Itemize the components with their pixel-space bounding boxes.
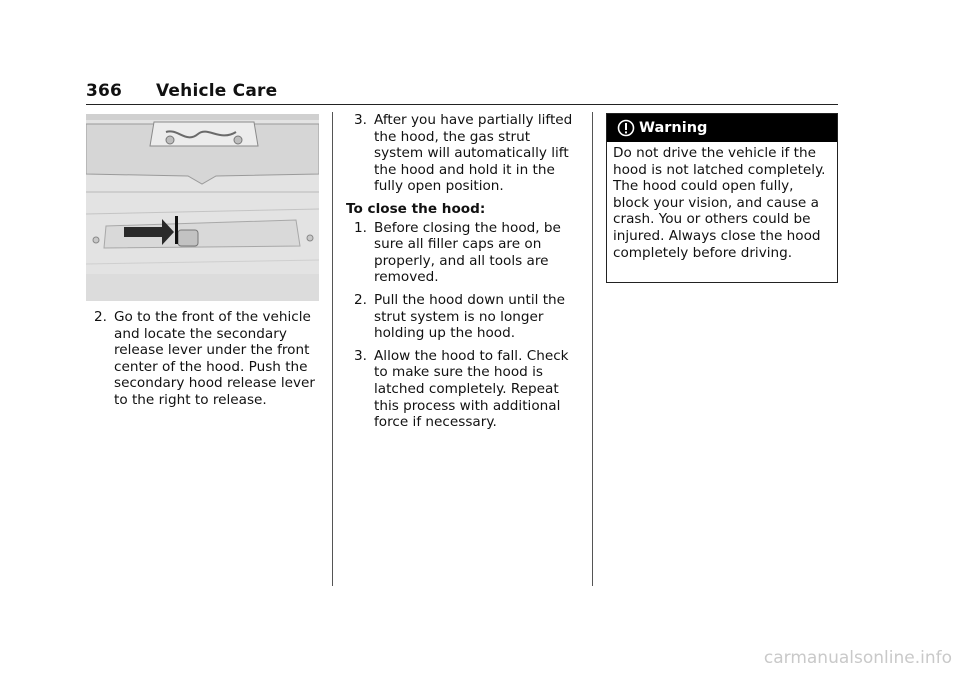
page-number: 366 bbox=[86, 81, 123, 101]
column-divider-1 bbox=[332, 112, 333, 586]
watermark: carmanualsonline.info bbox=[763, 648, 952, 668]
step-text: Before closing the hood, be sure all filler caps are on properly, and all tools are removed. bbox=[374, 219, 561, 286]
step-text: Pull the hood down until the strut system is no longer holding up the hood. bbox=[374, 291, 566, 342]
section-title: Vehicle Care bbox=[156, 81, 278, 101]
list-item bbox=[86, 309, 318, 409]
step-text: After you have partially lifted the hood, the gas strut system will automatically lift the hood and hold it in the fully open position. bbox=[374, 112, 573, 195]
list-item bbox=[346, 292, 582, 342]
left-column bbox=[86, 309, 318, 415]
list-item bbox=[346, 348, 582, 431]
list-item bbox=[346, 112, 582, 195]
page-header bbox=[86, 80, 838, 105]
warning-text: Do not drive the vehicle if the hood is not latched completely. The hood could open fully, block your vision, and cause a crash. You or others could be injured. Always close the hood completely before driving. bbox=[613, 145, 826, 261]
middle-column bbox=[346, 112, 582, 437]
column-divider-2 bbox=[592, 112, 593, 586]
step-number: 3. bbox=[354, 347, 367, 364]
step-number: 1. bbox=[354, 219, 367, 236]
step-text: Allow the hood to fall. Check to make sure the hood is latched completely. Repeat this process with additional force if necessary. bbox=[374, 347, 569, 431]
warning-title: Warning bbox=[639, 120, 708, 136]
step-number: 3. bbox=[354, 112, 367, 128]
step-text: Go to the front of the vehicle and locate the secondary release lever under the front center of the hood. Push the secondary hood release lever to the right to release. bbox=[114, 309, 315, 408]
step-number: 2. bbox=[94, 309, 107, 325]
list-item bbox=[346, 220, 582, 286]
hood-release-lever-illustration bbox=[86, 114, 319, 301]
warning-icon bbox=[617, 119, 635, 141]
warning-header bbox=[607, 114, 837, 142]
close-hood-heading: To close the hood: bbox=[346, 200, 486, 217]
warning-box bbox=[606, 113, 838, 283]
step-number: 2. bbox=[354, 291, 367, 308]
